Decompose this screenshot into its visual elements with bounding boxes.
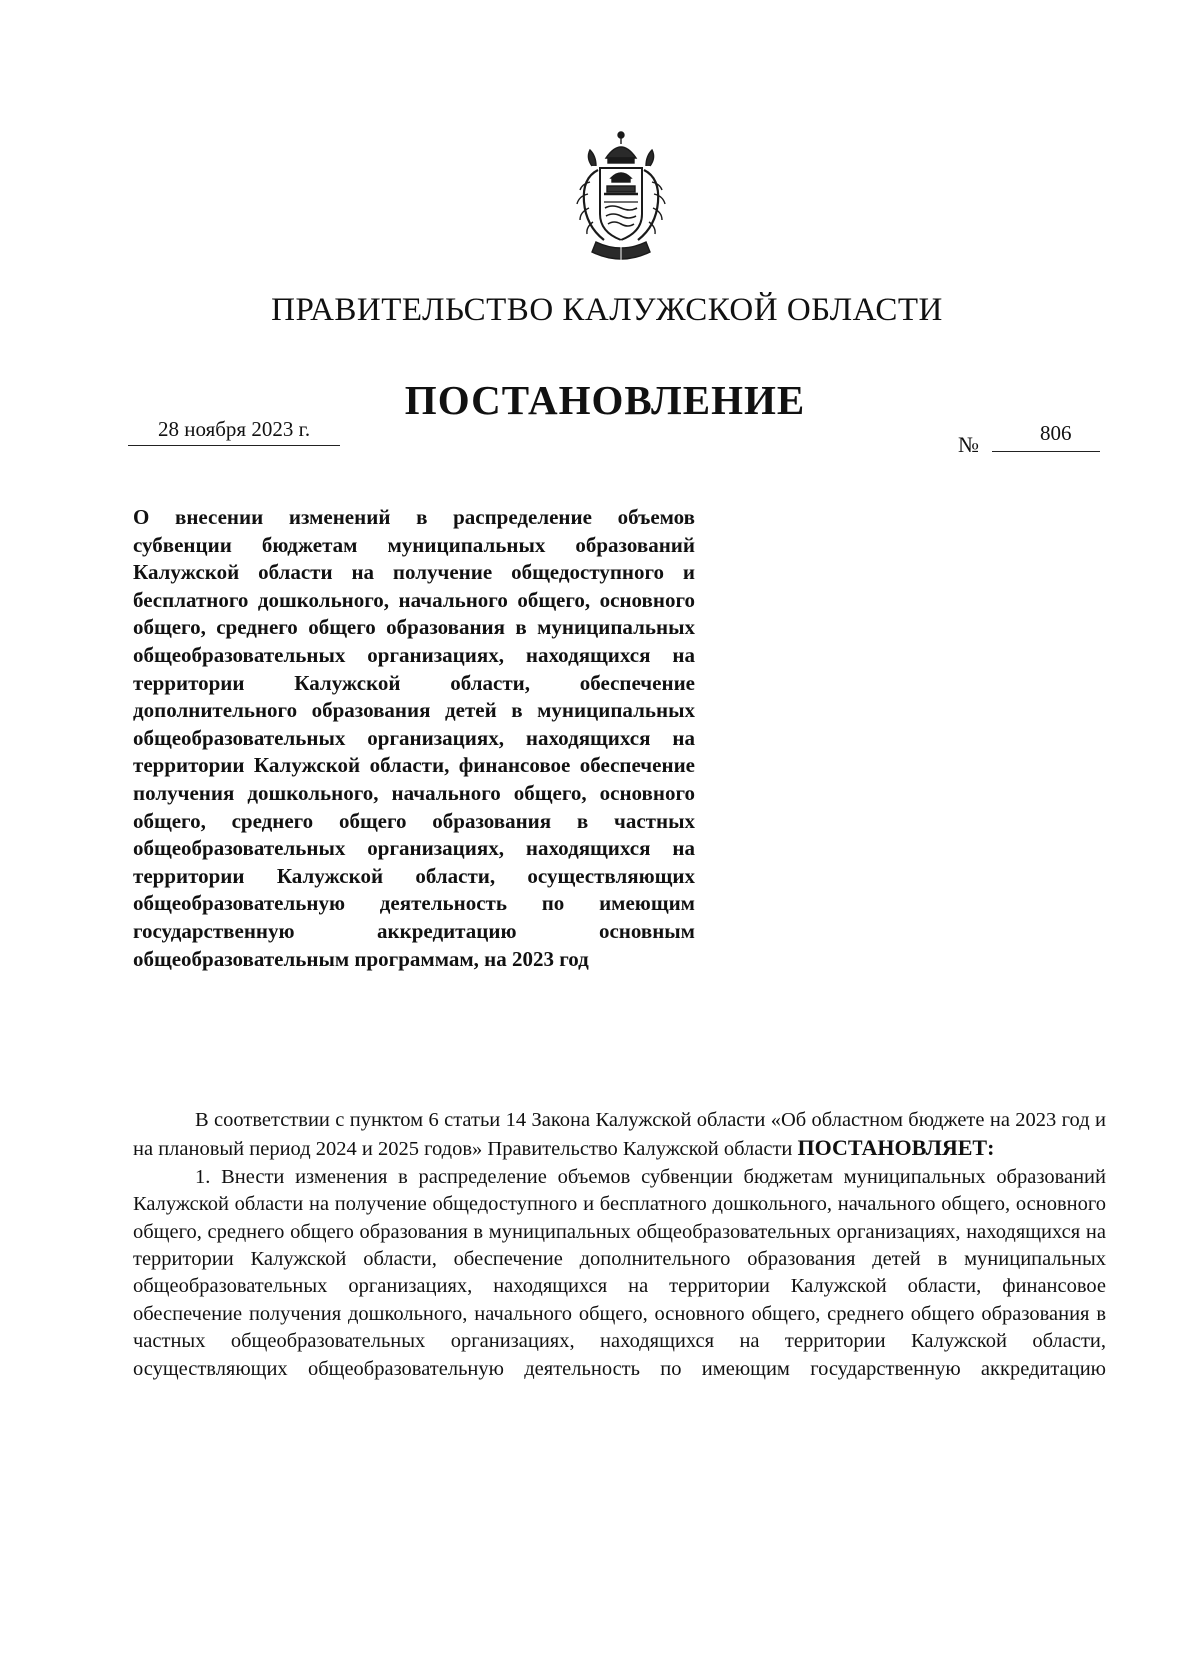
decree-word: ПОСТАНОВЛЯЕТ: — [797, 1135, 995, 1161]
kaluga-oblast-coat-of-arms-icon — [562, 128, 680, 268]
preamble-paragraph — [133, 1107, 1106, 1164]
document-date-field — [128, 417, 340, 446]
document-number: 806 — [1040, 421, 1072, 445]
item-1-paragraph: 1. Внести изменения в распределение объемов субвенции бюджетам муниципальных образований Калужской области на получение общедоступного и бесплатного дошкольного, начального общего, основного общего, среднего общего образования в муниципальных общеобразовательных организациях, находящихся на территории Калужской области, обеспечение дополнительного образования детей в муниципальных общеобразовательных организациях, находящихся на территории Калужской области, финансовое обеспечение получения дошкольного, начального общего, основного общего, среднего общего образования в частных общеобразовательных организациях, находящихся на территории Калужской области, осуществляющих общеобразовательную деятельность по имеющим государственную аккредитацию — [133, 1165, 1106, 1380]
document-body — [133, 1107, 1106, 1383]
document-date: 28 ноября 2023 г. — [158, 417, 311, 441]
preamble-text: В соответствии с пунктом 6 статьи 14 Закона Калужской области «Об областном бюджете на 2023 год и на плановый период 2024 и 2025 годов» Правительство Калужской области — [133, 1109, 1106, 1161]
document-type-heading: ПОСТАНОВЛЕНИЕ — [404, 377, 806, 423]
document-number-field — [992, 421, 1100, 452]
number-sign: № — [958, 432, 979, 457]
organization-title: ПРАВИТЕЛЬСТВО КАЛУЖСКОЙ ОБЛАСТИ — [271, 292, 943, 328]
document-title: О внесении изменений в распределение объемов субвенции бюджетам муниципальных образований Калужской области на получение общедоступного и бесплатного дошкольного, начального общего, основного общего, среднего общего образования в муниципальных общеобразовательных организациях, находящихся на территории Калужской области, обеспечение дополнительного образования детей в муниципальных общеобразовательных организациях, находящихся на территории Калужской области, финансовое обеспечение получения дошкольного, начального общего, основного общего, среднего общего образования в частных общеобразовательных организациях, находящихся на территории Калужской области, осуществляющих общеобразовательную деятельность по имеющим государственную аккредитацию основным общеобразовательным программам, на 2023 год — [133, 505, 695, 971]
